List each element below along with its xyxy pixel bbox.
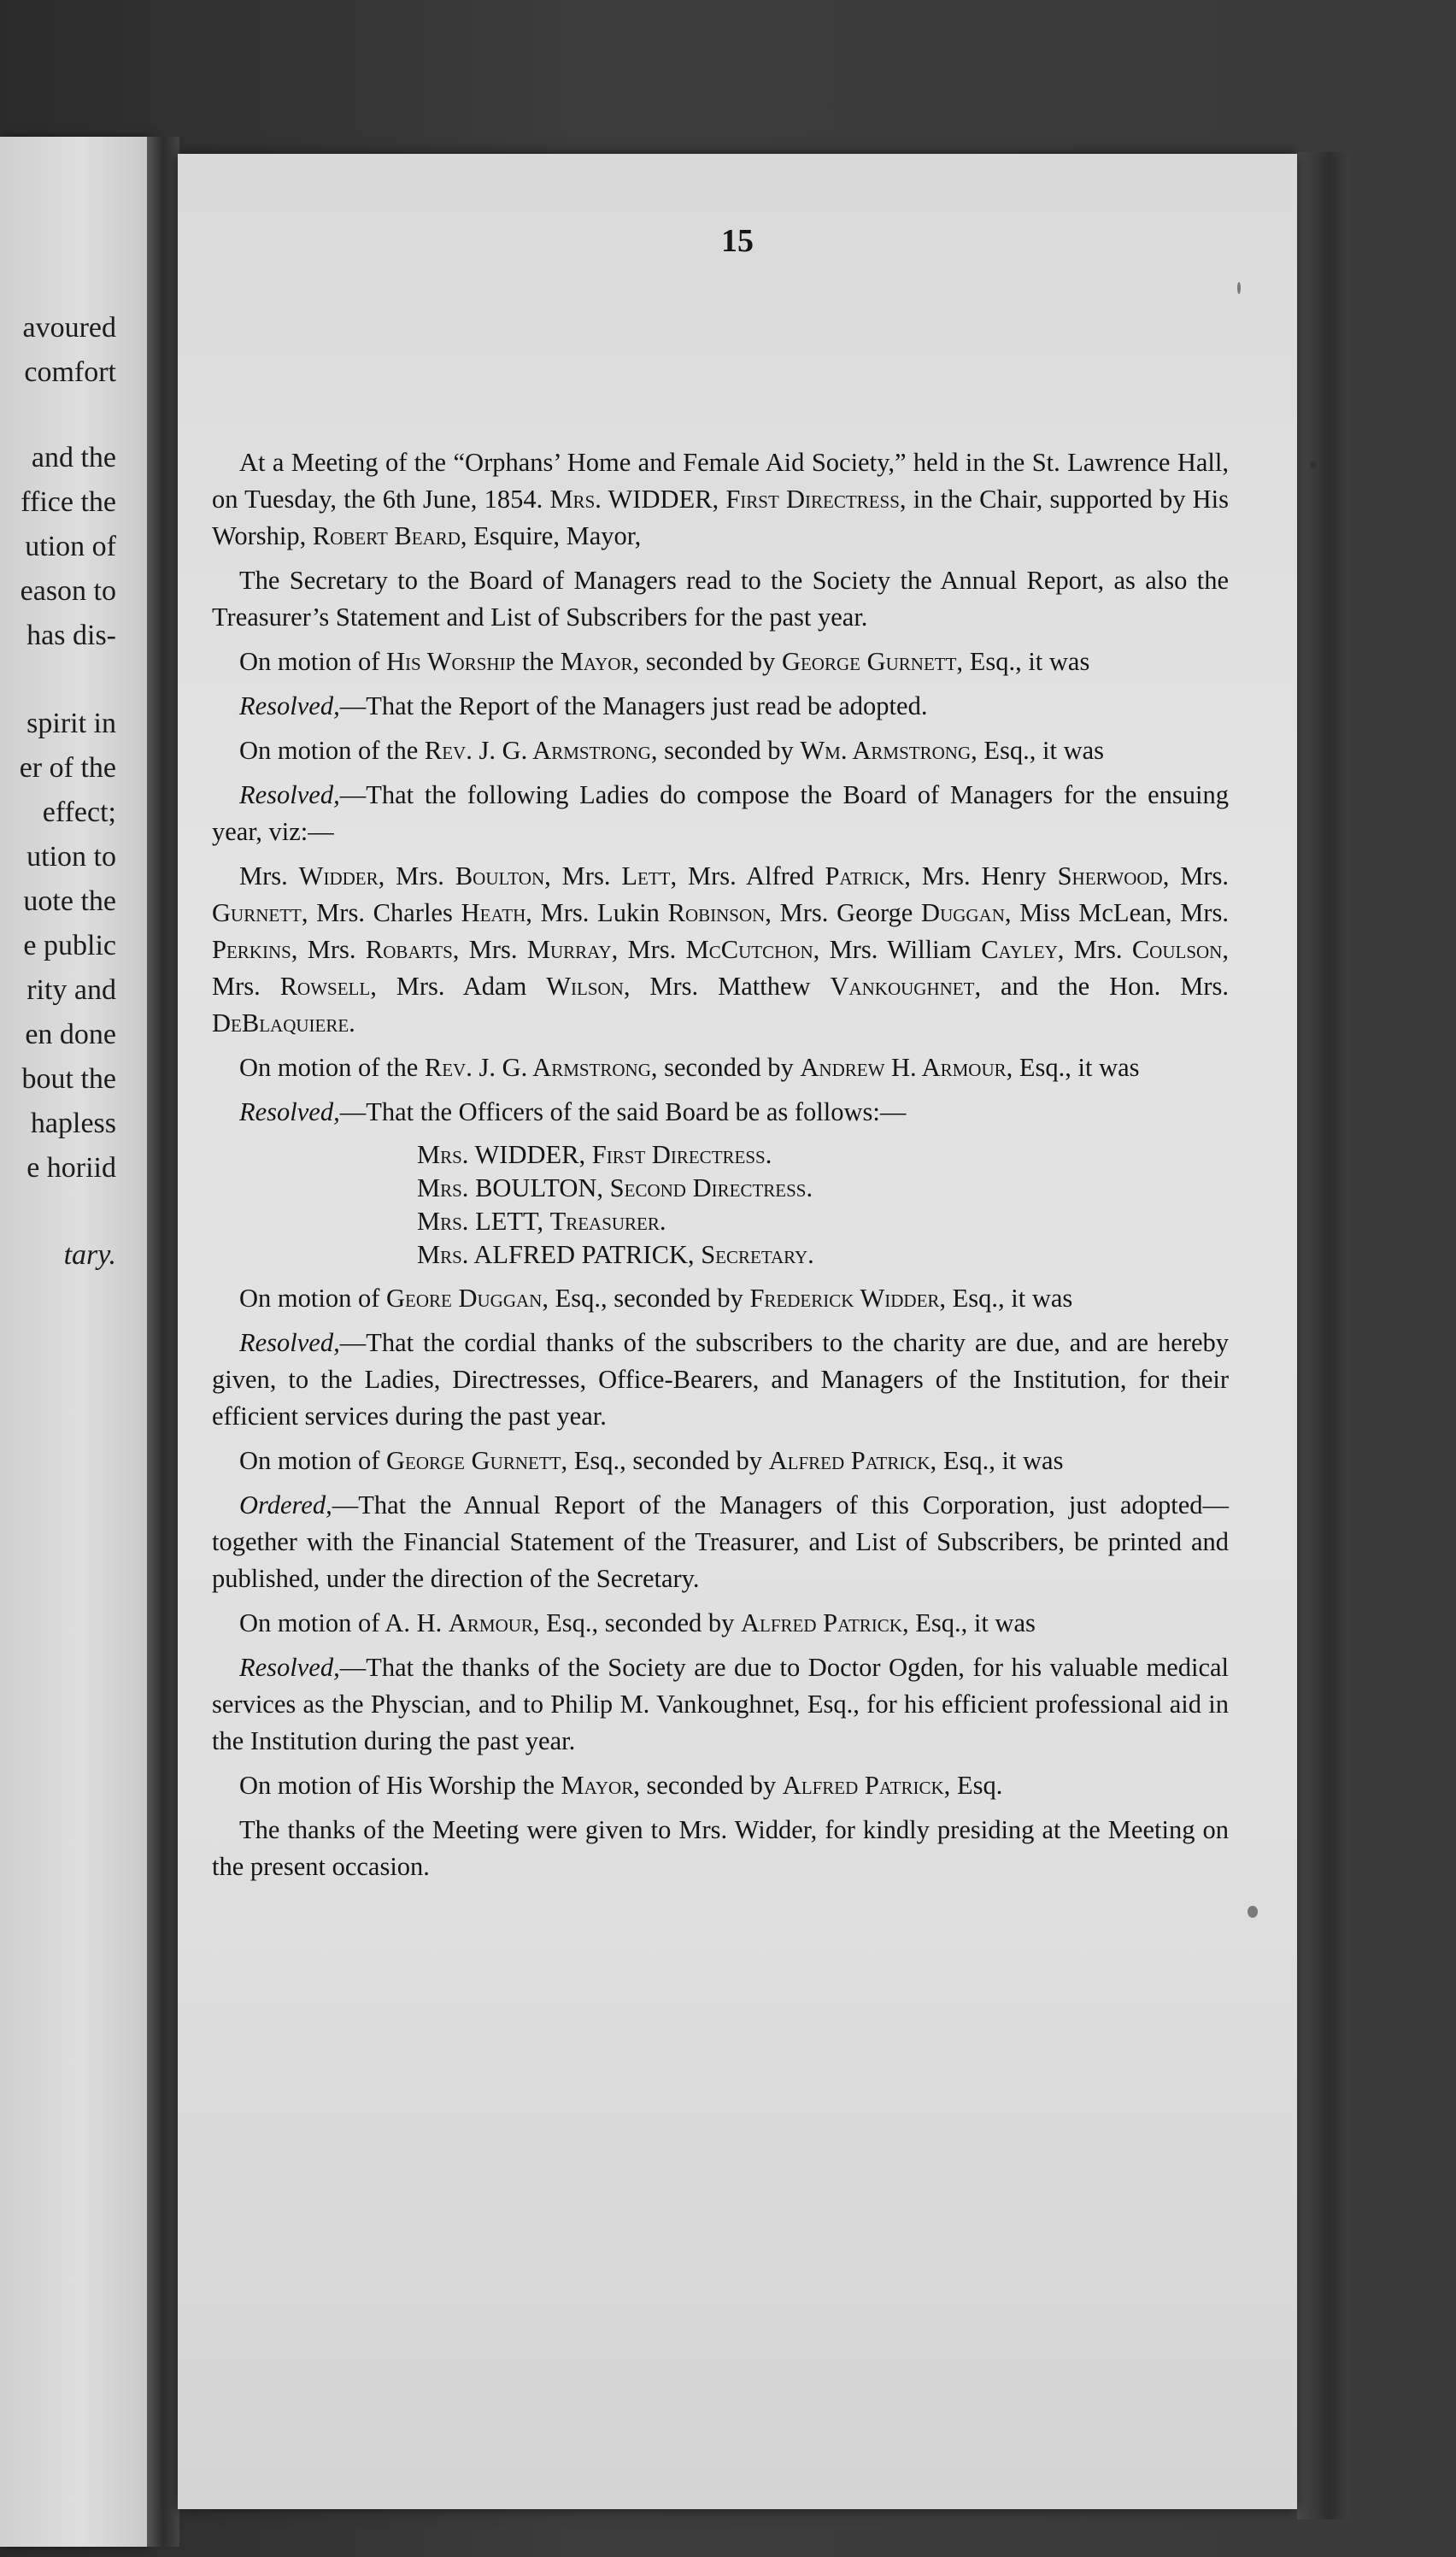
previous-page-edge [0, 137, 147, 2547]
order-paragraph: Ordered,—That the Annual Report of the Managers of this Corporation, just adopted—together with the Financial Statement of the Treasurer, and List of Subscribers, be printed and published, under the direction of the Secretary. [212, 1490, 1229, 1593]
prev-page-line: avoured [22, 312, 116, 344]
managers-list: Mrs. Widder, Mrs. Boulton, Mrs. Lett, Mrs. Alfred Patrick, Mrs. Henry Sherwood, Mrs. Gurnett, Mrs. Charles Heath, Mrs. Lukin Robinson, Mrs. George Duggan, Miss McLean, Mrs. Perkins, Mrs. Robarts, Mrs. Murray, Mrs. McCutchon, Mrs. William Cayley, Mrs. Coulson, Mrs. Rowsell, Mrs. Adam Wilson, Mrs. Matthew Vankoughnet, and the Hon. Mrs. DeBlaquiere. [212, 861, 1229, 1037]
motion-paragraph: On motion of A. H. Armour, Esq., seconded by Alfred Patrick, Esq., it was [239, 1608, 1036, 1637]
resolution-paragraph: Resolved,—That the Officers of the said Board be as follows:— [239, 1097, 907, 1126]
prev-page-line: has dis- [26, 620, 116, 651]
prev-page-line: eason to [20, 575, 116, 607]
page-number: 15 [721, 223, 754, 259]
resolution-paragraph: Resolved,—That the following Ladies do compose the Board of Managers for the ensuing year, viz:— [212, 780, 1229, 846]
prev-page-line: e public [23, 930, 116, 961]
motion-paragraph: On motion of Geore Duggan, Esq., seconded by Frederick Widder, Esq., it was [239, 1284, 1073, 1313]
book-gutter [147, 137, 179, 2547]
prev-page-line: uote the [23, 885, 116, 917]
scan-speck [1237, 282, 1241, 294]
officer-entry: Mrs. LETT, Treasurer. [417, 1207, 666, 1236]
motion-paragraph: On motion of His Worship the Mayor, seconded by Alfred Patrick, Esq. [239, 1771, 1003, 1800]
scan-speck [1310, 461, 1317, 468]
prev-page-line: e horiid [26, 1152, 116, 1184]
prev-page-line: en done [25, 1019, 116, 1050]
document-page [178, 154, 1297, 2509]
prev-page-line: ution to [26, 841, 116, 873]
prev-page-line: tary. [63, 1239, 116, 1271]
officer-entry: Mrs. ALFRED PATRICK, Secretary. [417, 1240, 814, 1269]
motion-paragraph: On motion of His Worship the Mayor, seconded by George Gurnett, Esq., it was [239, 647, 1090, 676]
prev-page-line: comfort [24, 356, 116, 388]
closing-paragraph: The thanks of the Meeting were given to Mrs. Widder, for kindly presiding at the Meeting on the present occasion. [212, 1815, 1229, 1881]
report-paragraph: The Secretary to the Board of Managers read to the Society the Annual Report, as also the Treasurer’s Statement and List of Subscribers for the past year. [212, 566, 1229, 632]
resolution-paragraph: Resolved,—That the thanks of the Society are due to Doctor Ogden, for his valuable medical services as the Physcian, and to Philip M. Vankoughnet, Esq., for his efficient professional aid in the Institution during the past year. [212, 1653, 1229, 1755]
opening-paragraph: At a Meeting of the “Orphans’ Home and Female Aid Society,” held in the St. Lawrence Hall, on Tuesday, the 6th June, 1854. Mrs. WIDDER, First Directress, in the Chair, supported by His Worship, Robert Beard, Esquire, Mayor, [212, 448, 1230, 550]
prev-page-line: ffice the [21, 486, 116, 518]
prev-page-line: bout the [21, 1063, 116, 1095]
prev-page-line: ution of [25, 531, 116, 562]
prev-page-line: hapless [30, 1108, 116, 1139]
officer-entry: Mrs. BOULTON, Second Directress. [417, 1173, 813, 1202]
motion-paragraph: On motion of George Gurnett, Esq., seconded by Alfred Patrick, Esq., it was [239, 1446, 1064, 1475]
meeting-minutes [212, 444, 1229, 1893]
prev-page-line: spirit in [26, 708, 116, 739]
officers-list [212, 1138, 1229, 1272]
resolution-paragraph: Resolved,—That the Report of the Managers just read be adopted. [239, 691, 928, 720]
page-edge-shadow [1297, 152, 1350, 2519]
officer-entry: Mrs. WIDDER, First Directress. [417, 1140, 772, 1169]
motion-paragraph: On motion of the Rev. J. G. Armstrong, seconded by Andrew H. Armour, Esq., it was [239, 1053, 1140, 1082]
prev-page-line: effect; [42, 796, 116, 828]
prev-page-line: er of the [19, 752, 116, 784]
motion-paragraph: On motion of the Rev. J. G. Armstrong, seconded by Wm. Armstrong, Esq., it was [239, 736, 1105, 765]
prev-page-line: and the [31, 442, 116, 473]
prev-page-line: rity and [26, 974, 116, 1006]
scan-speck [1248, 1906, 1258, 1918]
resolution-paragraph: Resolved,—That the cordial thanks of the subscribers to the charity are due, and are hereby given, to the Ladies, Directresses, Office-Bearers, and Managers of the Institution, for their efficient services during the past year. [212, 1328, 1229, 1431]
